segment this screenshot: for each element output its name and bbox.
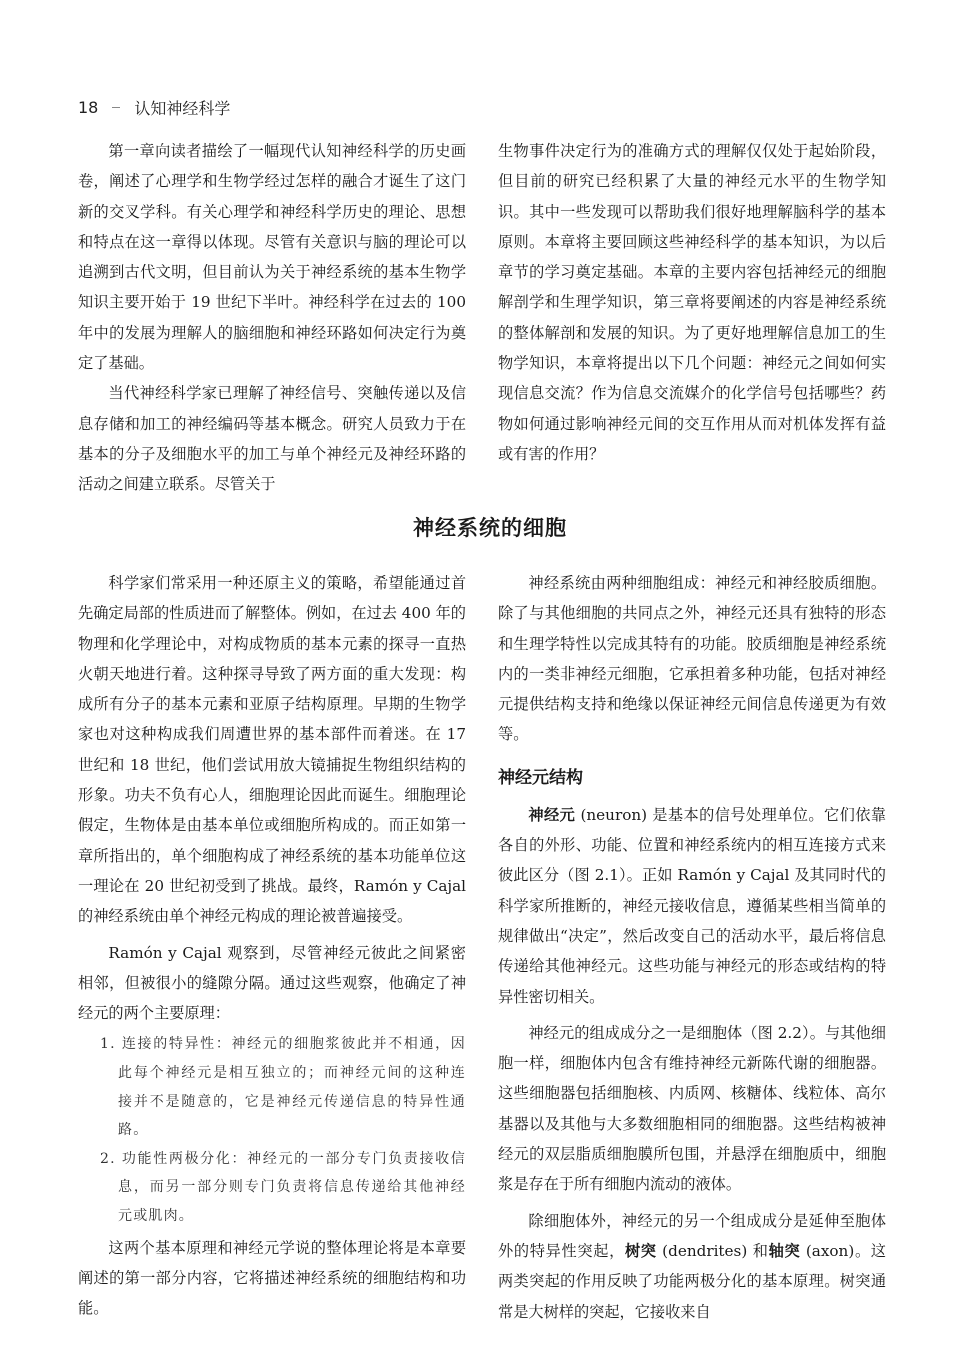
list-item: 2. 功能性两极分化：神经元的一部分专门负责接收信息，而另一部分则专门负责将信息传递给其他神经元或肌肉。 — [100, 1150, 466, 1225]
section-paragraph-cellbody: 神经元的组成成分之一是细胞体（图 2.2）。与其他细胞一样，细胞体内包含有维持神经元新陈代谢的细胞器。这些细胞器包括细胞核、内质网、核糖体、线粒体、高尔基器以及其他与大多数细胞相同的细胞器。这些结构被神经元的双层脂质细胞膜所包围，并悬浮在细胞质中，细胞浆是存在于所有细胞内流动的液体。 — [498, 1023, 886, 1194]
intro-paragraph-2: 当代神经科学家已理解了神经信号、突触传递以及信息存储和加工的神经编码等基本概念。研究人员致力于在基本的分子及细胞水平的加工与单个神经元及神经环路的活动之间建立联系。尽管关于 — [78, 384, 466, 494]
page-number: 18 — [78, 98, 99, 117]
neuron-paragraph-text: 是基本的信号处理单位。它们依靠各自的外形、功能、位置和神经系统内的相互连接方式来彼此区分（图 2.1）。正如 Ramón y Cajal 及其同时代的科学家所推断的，神经元接收信息，遵循某些相当简单的规律做出“决定”，然后改变自己的活动水平，最后将信息传递给其他神经元。这些功能与神经元的形态或结构的特异性密切相关。 — [498, 805, 887, 1006]
header-separator — [112, 107, 120, 108]
intro-right-column — [498, 136, 886, 469]
term-axon: 轴突 — [768, 1241, 801, 1260]
section-paragraph-processes — [498, 1206, 886, 1327]
term-dendrites: 树突 — [624, 1241, 657, 1260]
section-paragraph-reductionism: 科学家们常采用一种还原主义的策略，希望能通过首先确定局部的性质进而了解整体。例如，在过去 400 年的物理和化学理论中，对构成物质的基本元素的探寻一直热火朝天地进行着。这种探寻导致了两方面的重大发现：构成所有分子的基本元素和亚原子结构原理。早期的生物学家也对这种构成我们周遭世界的基本部件而着迷。在 17 世纪和 18 世纪，他们尝试用放大镜捕捉生物组织结构的形象。功夫不负有心人，细胞理论因此而诞生。细胞理论假定，生物体是由基本单位或细胞所构成的。而正如第一章所指出的，单个细胞构成了神经系统的基本功能单位这一理论在 20 世纪初受到了挑战。最终，Ramón y Cajal 的神经系统由单个神经元构成的理论被普遍接受。 — [78, 574, 466, 926]
section-right-column — [498, 568, 886, 1327]
processes-text-a: 除细胞体外，神经元的另一个组成成分是延伸至胞体外的特异性突起， — [498, 1211, 886, 1260]
term-neuron: 神经元 — [528, 805, 576, 824]
intro-left-column — [78, 136, 466, 500]
processes-text-b: (dendrites) 和 — [656, 1241, 769, 1260]
subsection-heading: 神经元结构 — [498, 767, 583, 788]
term-neuron-en: (neuron) — [575, 805, 648, 824]
book-title: 认知神经科学 — [134, 99, 231, 118]
principles-list — [78, 1030, 466, 1230]
section-paragraph-summary: 这两个基本原理和神经元学说的整体理论将是本章要阐述的第一部分内容，它将描述神经系统的细胞结构和功能。 — [78, 1238, 466, 1318]
processes-text-c: (axon)。这两类突起的作用反映了功能两极分化的基本原理。树突通常是大树样的突起，它接收来自 — [498, 1241, 886, 1321]
intro-paragraph-3: 生物事件决定行为的准确方式的理解仅仅处于起始阶段，但目前的研究已经积累了大量的神经元水平的生物学知识。其中一些发现可以帮助我们很好地理解脑科学的基本原则。本章将主要回顾这些神经科学的基本知识，为以后章节的学习奠定基础。本章的主要内容包括神经元的细胞解剖学和生理学知识，第三章将要阐述的内容是神经系统的整体解剖和发展的知识。为了更好地理解信息加工的生物学知识，本章将提出以下几个问题：神经元之间如何实现信息交流？作为信息交流媒介的化学信号包括哪些？药物如何通过影响神经元间的交互作用从而对机体发挥有益或有害的作用？ — [498, 142, 886, 463]
intro-paragraph-1: 第一章向读者描绘了一幅现代认知神经科学的历史画卷，阐述了心理学和生物学经过怎样的融合才诞生了这门新的交叉学科。有关心理学和神经科学历史的理论、思想和特点在这一章得以体现。尽管有关意识与脑的理论可以追溯到古代文明，但目前认为关于神经系统的基本生物学知识主要开始于 19 世纪下半叶。神经科学在过去的 100 年中的发展为理解人的脑细胞和神经环路如何决定行为奠定了基础。 — [78, 142, 466, 373]
list-item: 1. 连接的特异性：神经元的细胞浆彼此并不相通，因此每个神经元是相互独立的；而神经元间的这种连接并不是随意的，它是神经元传递信息的特异性通路。 — [100, 1036, 466, 1139]
section-left-column — [78, 568, 466, 1324]
section-paragraph-cajal: Ramón y Cajal 观察到，尽管神经元彼此之间紧密相邻，但被很小的缝隙分隔。通过这些观察，他确定了神经元的两个主要原理： — [78, 943, 466, 1023]
running-header — [78, 96, 230, 119]
section-title: 神经系统的细胞 — [413, 516, 567, 540]
section-paragraph-cells: 神经系统由两种细胞组成：神经元和神经胶质细胞。除了与其他细胞的共同点之外，神经元还具有独特的形态和生理学特性以完成其特有的功能。胶质细胞是神经系统内的一类非神经元细胞，它承担着多种功能，包括对神经元提供结构支持和绝缘以保证神经元间信息传递更为有效等。 — [498, 574, 886, 744]
section-paragraph-neuron — [498, 800, 886, 1012]
